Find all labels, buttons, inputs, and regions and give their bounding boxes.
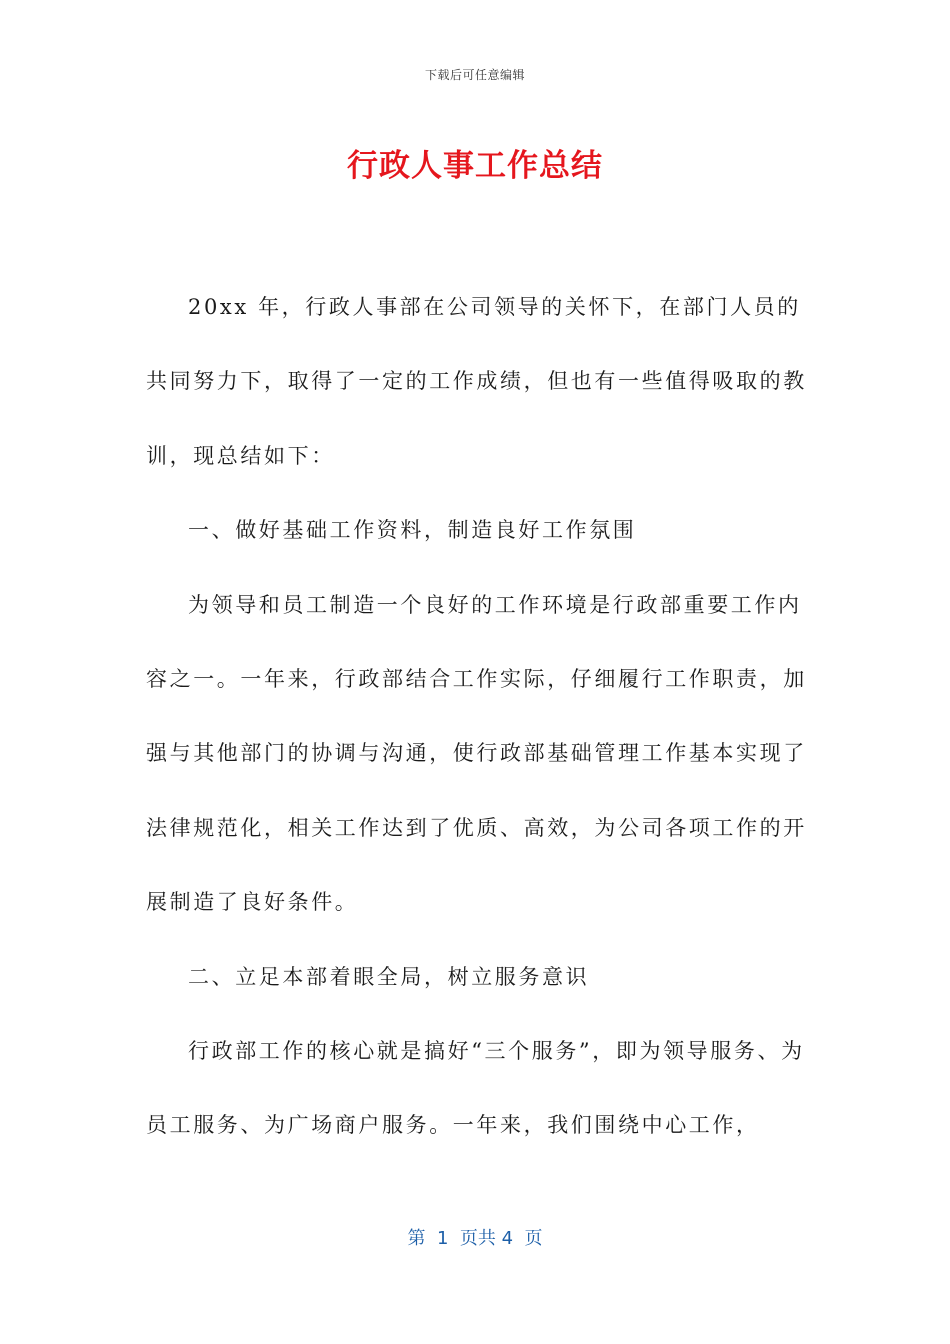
document-title: 行政人事工作总结 bbox=[347, 148, 603, 184]
document-body bbox=[146, 270, 810, 1163]
section-heading-1: 一、做好基础工作资料，制造良好工作氛围 bbox=[188, 518, 637, 543]
paragraph-section-2: 行政部工作的核心就是搞好“三个服务”，即为领导服务、为员工服务、为广场商户服务。一年来，我们围绕中心工作， bbox=[146, 1039, 805, 1138]
section-heading-2: 二、立足本部着眼全局，树立服务意识 bbox=[188, 964, 590, 989]
header-note: 下载后可任意编辑 bbox=[424, 68, 525, 82]
paragraph-section-1: 为领导和员工制造一个良好的工作环境是行政部重要工作内容之一。一年来，行政部结合工作实际，仔细履行工作职责，加强与其他部门的协调与沟通，使行政部基础管理工作基本实现了法律规范化，相关工作达到了优质、高效，为公司各项工作的开展制造了良好条件。 bbox=[146, 592, 807, 915]
page-footer: 第 1 页共 4 页 bbox=[407, 1228, 543, 1249]
paragraph-intro: 20xx 年，行政人事部在公司领导的关怀下，在部门人员的共同努力下，取得了一定的工作成绩，但也有一些值得吸取的教训，现总结如下： bbox=[146, 295, 807, 468]
